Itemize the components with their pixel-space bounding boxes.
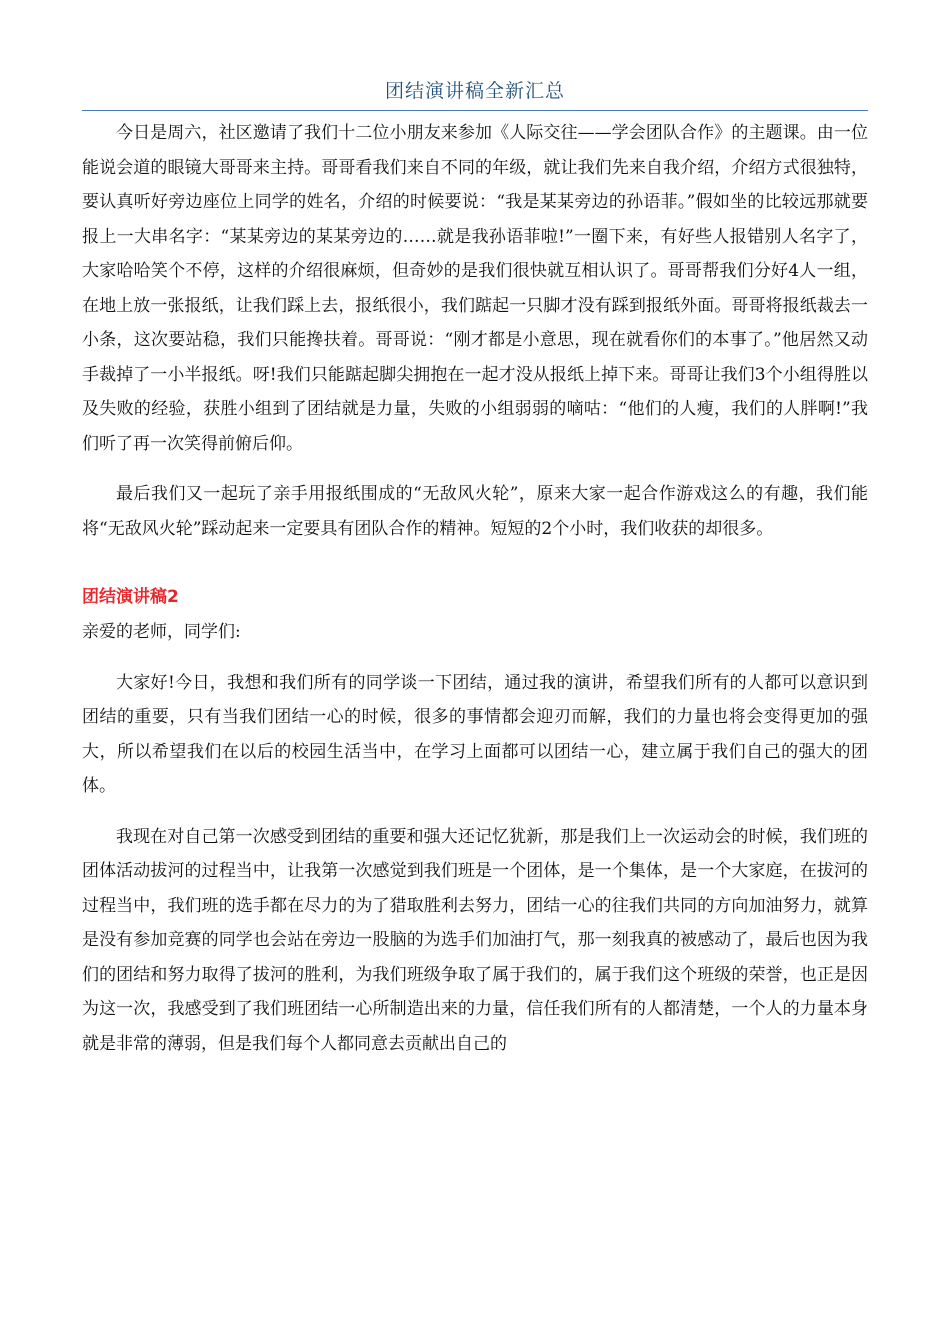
body-paragraph-1: 今日是周六，社区邀请了我们十二位小朋友来参加《人际交往——学会团队合作》的主题课。由一位能说会道的眼镜大哥哥来主持。哥哥看我们来自不同的年级，就让我们先来自我介绍，介绍方式很独特，要认真听好旁边座位上同学的姓名，介绍的时候要说：“我是某某旁边的孙语菲。”假如坐的比较远那就要报上一大串名字：“某某旁边的某某旁边的……就是我孙语菲啦!”一圈下来，有好些人报错别人名字了，大家哈哈笑个不停，这样的介绍很麻烦，但奇妙的是我们很快就互相认识了。哥哥帮我们分好4人一组，在地上放一张报纸，让我们踩上去，报纸很小，我们踮起一只脚才没有踩到报纸外面。哥哥将报纸裁去一小条，这次要站稳，我们只能搀扶着。哥哥说：“刚才都是小意思，现在就看你们的本事了。”他居然又动手裁掉了一小半报纸。呀!我们只能踮起脚尖拥抱在一起才没从报纸上掉下来。哥哥让我们3个小组得胜以及失败的经验，获胜小组到了团结就是力量，失败的小组弱弱的嘀咕：“他们的人瘦，我们的人胖啊!”我们听了再一次笑得前俯后仰。 xyxy=(82,123,868,454)
document-page xyxy=(82,76,868,1061)
body-paragraph-3: 大家好!今日，我想和我们所有的同学谈一下团结，通过我的演讲，希望我们所有的人都可以意识到团结的重要，只有当我们团结一心的时候，很多的事情都会迎刃而解，我们的力量也将会变得更加的强大，所以希望我们在以后的校园生活当中，在学习上面都可以团结一心，建立属于我们自己的强大的团体。 xyxy=(82,672,868,796)
document-header-title: 团结演讲稿全新汇总 xyxy=(82,76,868,111)
salutation: 亲爱的老师，同学们: xyxy=(82,622,241,642)
section-heading: 团结演讲稿2 xyxy=(82,587,179,607)
body-paragraph-2: 最后我们又一起玩了亲手用报纸围成的“无敌风火轮”，原来大家一起合作游戏这么的有趣，我们能将“无敌风火轮”踩动起来一定要具有团队合作的精神。短短的2个小时，我们收获的却很多。 xyxy=(82,484,868,539)
body-paragraph-4: 我现在对自己第一次感受到团结的重要和强大还记忆犹新，那是我们上一次运动会的时候，我们班的团体活动拔河的过程当中，让我第一次感觉到我们班是一个团体，是一个集体，是一个大家庭，在拔河的过程当中，我们班的选手都在尽力的为了猎取胜利去努力，团结一心的往我们共同的方向加油努力，就算是没有参加竞赛的同学也会站在旁边一股脑的为选手们加油打气，那一刻我真的被感动了，最后也因为我们的团结和努力取得了拔河的胜利，为我们班级争取了属于我们的，属于我们这个班级的荣誉，也正是因为这一次，我感受到了我们班团结一心所制造出来的力量，信任我们所有的人都清楚，一个人的力量本身就是非常的薄弱，但是我们每个人都同意去贡献出自己的 xyxy=(82,826,868,1054)
